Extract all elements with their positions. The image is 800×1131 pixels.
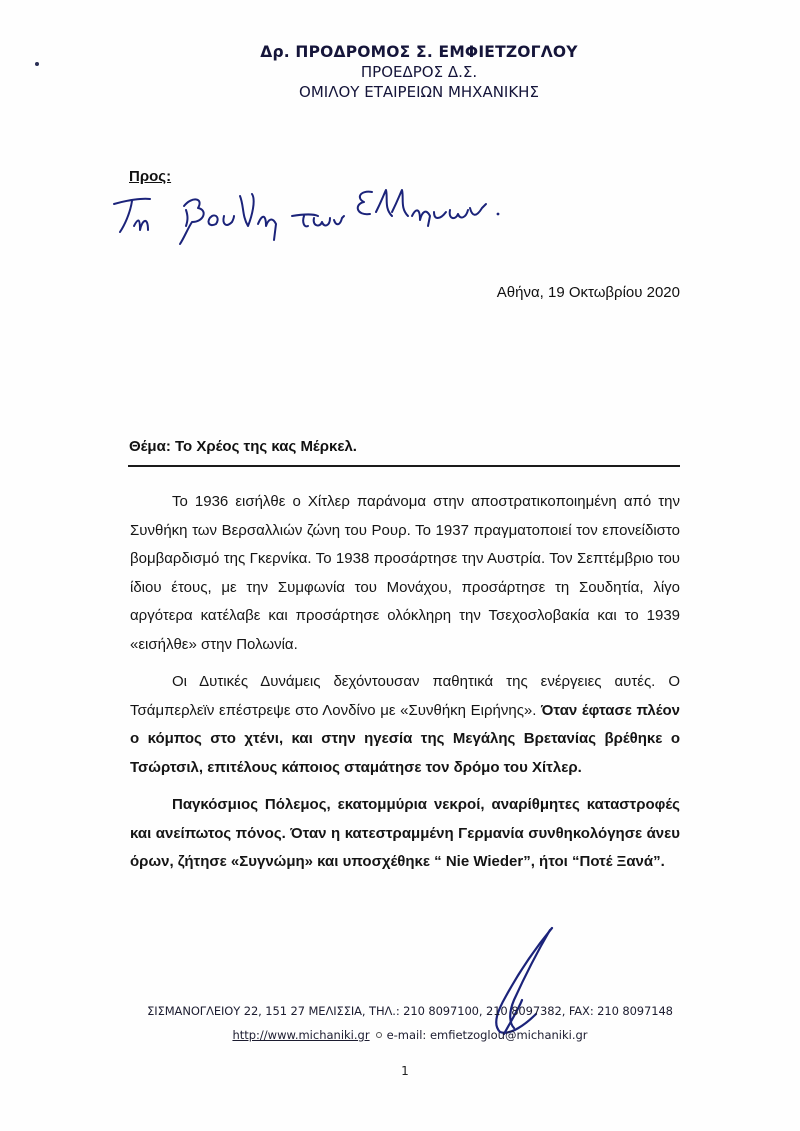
body-paragraph-2 bbox=[130, 668, 680, 782]
subject-divider bbox=[128, 465, 680, 467]
paragraph-text: Οι Δυτικές Δυνάμεις δεχόντουσαν παθητικά της ενέργειες αυτές. Ο Τσάμπερλεϊν επέστρεψε στο Λονδίνο με «Συνθήκη Ειρήνης». bbox=[130, 673, 680, 719]
footer-address: ΣΙΣΜΑΝΟΓΛΕΙΟΥ 22, 151 27 ΜΕΛΙΣΣΙΑ, ΤΗΛ.: 210 8097100, 210 8097382, FAX: 210 8097148 bbox=[147, 1004, 673, 1018]
letterhead-name: Δρ. ΠΡΟΔΡΟΜΟΣ Σ. ΕΜΦΙΕΤΖΟΓΛΟΥ bbox=[260, 43, 578, 61]
page-number: 1 bbox=[401, 1064, 409, 1078]
bullet-separator-icon bbox=[376, 1032, 382, 1038]
letterhead bbox=[0, 42, 800, 102]
body-paragraph-3 bbox=[130, 791, 680, 877]
footer-email: e-mail: emfietzoglou@michaniki.gr bbox=[386, 1028, 588, 1042]
footer-contacts bbox=[20, 1023, 800, 1047]
paragraph-text: Το 1936 εισήλθε ο Χίτλερ παράνομα στην αποστρατικοποιημένη από την Συνθήκη των Βερσαλλιών ζώνη του Ρουρ. Το 1937 πραγματοποιεί τον επονείδιστο βομβαρδισμό της Γκερνίκα. Το 1938 προσάρτησε την Αυστρία. Τον Σεπτέμβριο του ίδιου έτους, με την Συμφωνία του Μονάχου, προσάρτησε τη Σουδητία, λίγο αργότερα κατέλαβε και προσάρτησε ολόκληρη την Τσεχοσλοβακία και το 1939 «εισήλθε» στην Πολωνία. bbox=[130, 493, 680, 653]
handwritten-recipient bbox=[108, 186, 508, 246]
paragraph-emphasis: Όταν έφτασε πλέον ο κόμπος στο χτένι, και στην ηγεσία της Μεγάλης Βρετανίας βρέθηκε ο Τσώρτσιλ, επιτέλους κάποιος σταμάτησε τον δρόμο του Χίτλερ. bbox=[130, 701, 680, 776]
letter-date: Αθήνα, 19 Οκτωβρίου 2020 bbox=[496, 284, 680, 301]
paragraph-emphasis: Παγκόσμιος Πόλεμος, εκατομμύρια νεκροί, αναρίθμητες καταστροφές και ανείπωτος πόνος. Όταν η κατεστραμμένη Γερμανία συνθηκολόγησε άνευ όρων, ζήτησε «Συγνώμη» και υποσχέθηκε “ Nie Wieder”, ήτοι “Ποτέ Ξανά”. bbox=[130, 796, 680, 870]
letter-subject: Θέμα: Το Χρέος της κας Μέρκελ. bbox=[129, 438, 357, 455]
website-link[interactable]: http://www.michaniki.gr bbox=[232, 1028, 370, 1042]
recipient-label: Προς: bbox=[129, 168, 172, 185]
letter-body bbox=[130, 488, 680, 886]
body-paragraph-1 bbox=[130, 488, 680, 659]
letter-footer bbox=[0, 999, 800, 1047]
letterhead-title: ΠΡΟΕΔΡΟΣ Δ.Σ. bbox=[360, 63, 478, 81]
letterhead-organization: ΟΜΙΛΟΥ ΕΤΑΙΡΕΙΩΝ ΜΗΧΑΝΙΚΗΣ bbox=[299, 83, 539, 101]
handwritten-recipient-text bbox=[112, 190, 124, 191]
